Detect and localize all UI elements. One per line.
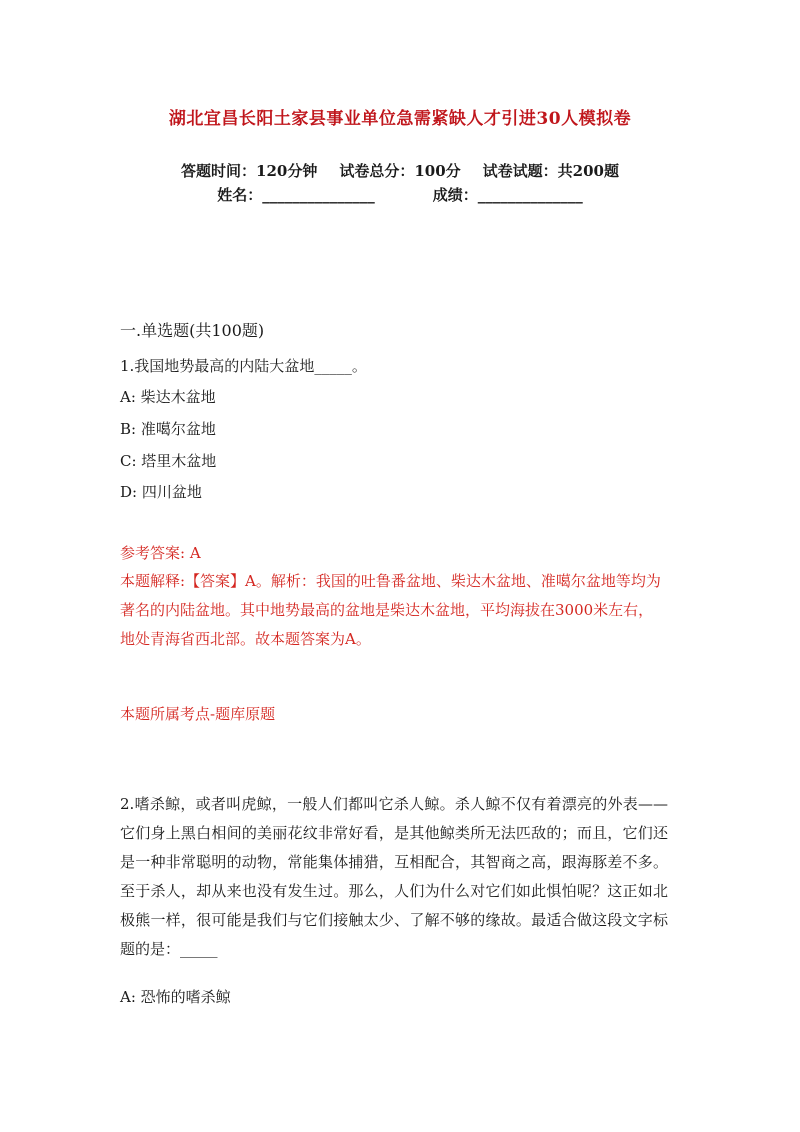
question-1-answer: 参考答案: A — [120, 544, 201, 562]
exam-total-score: 试卷总分：100分 — [339, 162, 461, 180]
question-1-option-c: C: 塔里木盆地 — [120, 452, 217, 470]
exam-duration: 答题时间：120分钟 — [181, 162, 318, 180]
question-1-explanation: 本题解释:【答案】A。解析：我国的吐鲁番盆地、柴达木盆地、准噶尔盆地等均为著名的内陆盆地。其中地势最高的盆地是柴达木盆地，平均海拔在3000米左右，地处青海省西北部。故本题答案为A。 — [120, 572, 661, 648]
score-field: 成绩：______________ — [432, 186, 583, 204]
section-heading: 一.单选题(共100题) — [120, 321, 265, 340]
question-2-option-a: A: 恐怖的嗜杀鲸 — [120, 988, 231, 1006]
page-title: 湖北宜昌长阳土家县事业单位急需紧缺人才引进30人模拟卷 — [168, 109, 632, 129]
question-1-option-a: A: 柴达木盆地 — [120, 388, 216, 406]
exam-candidate-row — [0, 184, 800, 205]
exam-question-count: 试卷试题：共200题 — [482, 162, 619, 180]
question-1-option-b: B: 准噶尔盆地 — [120, 420, 216, 438]
question-2-stem: 2.嗜杀鲸，或者叫虎鲸，一般人们都叫它杀人鲸。杀人鲸不仅有着漂亮的外表——它们身上黑白相间的美丽花纹非常好看，是其他鲸类所无法匹敌的；而且，它们还是一种非常聪明的动物，常能集体捕猎，互相配合，其智商之高，跟海豚差不多。至于杀人，却从来也没有发生过。那么，人们为什么对它们如此惧怕呢？这正如北极熊一样，很可能是我们与它们接触太少、了解不够的缘故。最适合做这段文字标题的是：_____ — [120, 795, 668, 958]
name-field: 姓名：_______________ — [217, 186, 375, 204]
question-1-source: 本题所属考点-题库原题 — [120, 705, 276, 723]
question-1-option-d: D: 四川盆地 — [120, 483, 202, 501]
question-1-stem: 1.我国地势最高的内陆大盆地_____。 — [120, 357, 367, 375]
exam-meta-row — [0, 160, 800, 181]
